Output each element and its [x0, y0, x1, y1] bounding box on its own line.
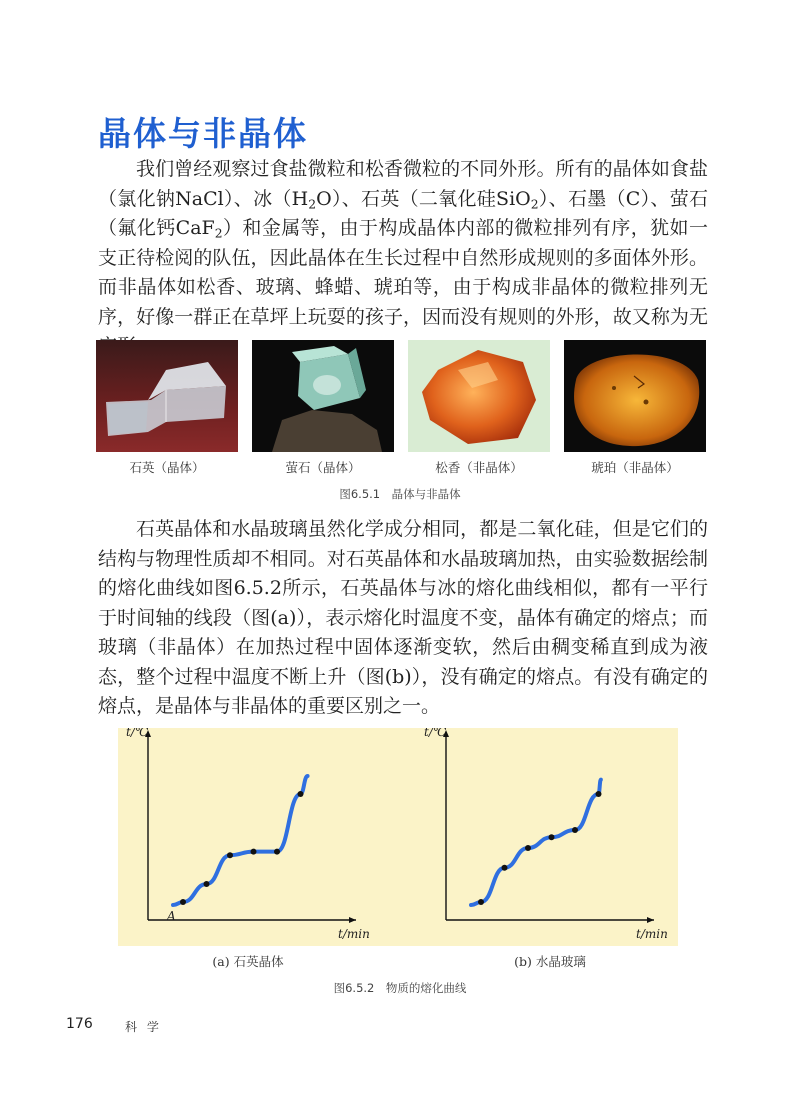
h2o-subscript: 2 — [308, 197, 317, 212]
point-a-label: A — [167, 909, 176, 923]
melting-curves-svg — [118, 728, 678, 946]
data-point — [298, 791, 304, 797]
amber-photo — [564, 340, 706, 452]
melting-curves-figure — [118, 728, 678, 946]
fluorite-caption: 萤石（晶体） — [285, 460, 361, 475]
data-point — [274, 849, 280, 855]
quartz-photo — [96, 340, 238, 452]
chart-background — [118, 728, 678, 946]
p1-text-1: 我们曾经观察过食盐微粒和松香微粒的不同外形。所有的晶体如食盐（氯化钠NaCl）、冰（H — [98, 158, 708, 210]
p1-text-2: O）、石英（二氧化硅SiO — [316, 187, 531, 210]
rosin-caption: 松香（非晶体） — [435, 460, 523, 475]
amber-lump-icon — [564, 340, 706, 452]
rosin-lump-icon — [408, 340, 550, 452]
data-point — [596, 791, 602, 797]
data-point — [572, 827, 578, 833]
data-point — [525, 845, 531, 851]
x-axis-label: t/min — [636, 927, 668, 941]
data-point — [502, 865, 508, 871]
page-number: 176 — [66, 1016, 93, 1032]
chart-a-caption: (a) 石英晶体 — [212, 954, 284, 969]
comparison-paragraph: 石英晶体和水晶玻璃虽然化学成分相同，都是二氧化硅，但是它们的结构与物理性质却不相同。对石英晶体和水晶玻璃加热，由实验数据绘制的熔化曲线如图6.5.2所示，石英晶体与冰的熔化曲线相似，都有一平行于时间轴的线段（图(a)），表示熔化时温度不变，晶体有确定的熔点；而玻璃（非晶体）在加热过程中固体逐渐变软，然后由稠变稀直到成为液态，整个过程中温度不断上升（图(b)），没有确定的熔点。有没有确定的熔点，是晶体与非晶体的重要区别之一。 — [98, 518, 708, 717]
data-point — [227, 852, 233, 858]
amber-caption: 琥珀（非晶体） — [591, 460, 679, 475]
section-title: 晶体与非晶体 — [98, 114, 308, 153]
p1-text-4: ）和金属等，由于构成晶体内部的微粒排列有序，犹如一支正待检阅的队伍，因此晶体在生长过程中自然形成规则的多面体外形。而非晶体如松香、玻璃、蜂蜡、琥珀等，由于构成非晶体的微粒排列无序，好像一群正在草坪上玩耍的孩子，因而没有规则的外形，故又称为无 — [98, 217, 708, 328]
data-point — [251, 849, 257, 855]
intro-paragraph — [98, 155, 708, 362]
data-point — [549, 834, 555, 840]
caf2-subscript: 2 — [214, 226, 223, 241]
figure2-caption: 图6.5.2 物质的熔化曲线 — [333, 981, 467, 995]
chart-b-caption: (b) 水晶玻璃 — [514, 954, 586, 969]
figure1-caption: 图6.5.1 晶体与非晶体 — [339, 487, 461, 501]
book-label: 科 学 — [125, 1020, 162, 1034]
p1-text-3: ）、石墨（C）、萤石（氟化钙CaF — [98, 187, 708, 239]
quartz-caption: 石英（晶体） — [129, 460, 205, 475]
quartz-crystal-icon — [96, 340, 238, 452]
data-point — [478, 899, 484, 905]
y-axis-label: t/℃ — [424, 728, 447, 739]
data-point — [204, 881, 210, 887]
data-point — [180, 899, 186, 905]
y-axis-label: t/℃ — [126, 728, 149, 739]
fluorite-photo — [252, 340, 394, 452]
x-axis-label: t/min — [338, 927, 370, 941]
sio2-subscript: 2 — [530, 197, 539, 212]
rosin-photo — [408, 340, 550, 452]
fluorite-crystal-icon — [252, 340, 394, 452]
